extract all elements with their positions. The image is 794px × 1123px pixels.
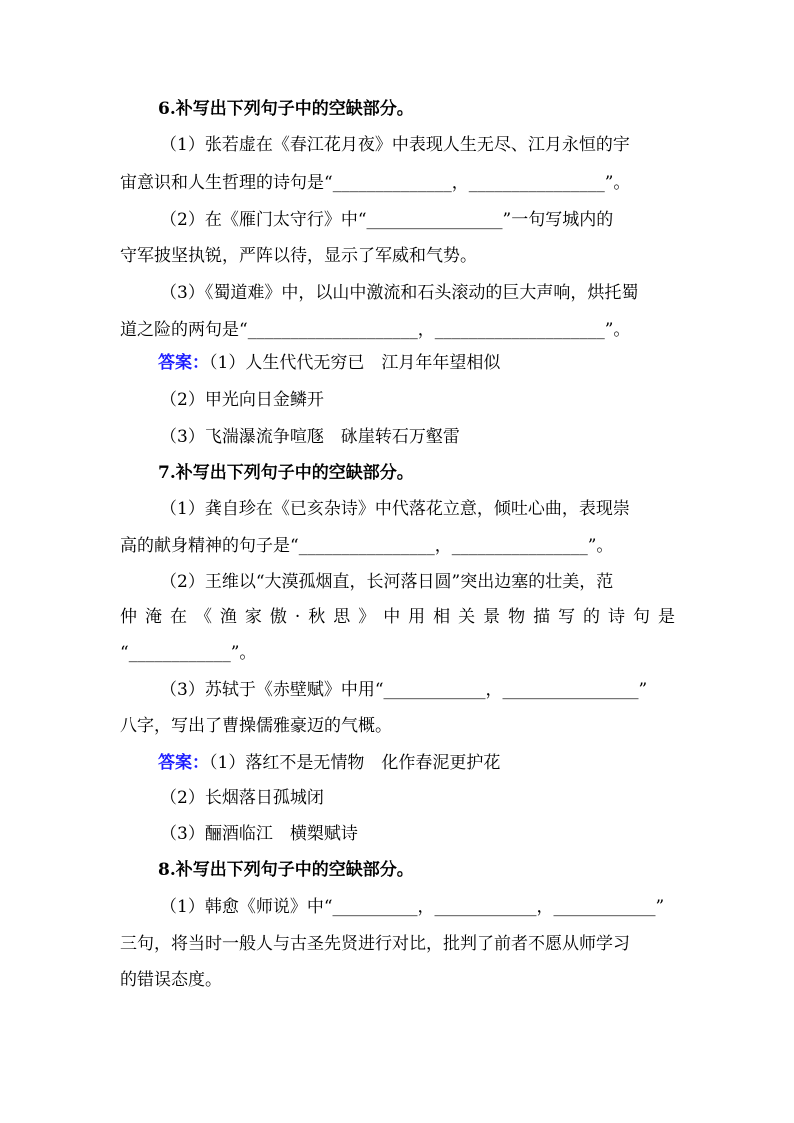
q6-answer-3: （3）飞湍瀑流争喧豗 砯崖转石万壑雷 (160, 427, 460, 447)
q6-part2-line1: （2）在《雁门太守行》中“________________”一句写城内的 (160, 210, 614, 230)
q8-part1-line3: 的错误态度。 (120, 970, 222, 990)
q8-part1-line1: （1）韩愈《师说》中“__________，____________，____________” (160, 897, 665, 917)
q8-title: 8.补写出下列句子中的空缺部分。 (158, 860, 414, 880)
q6-part3-line2: 道之险的两句是“____________________，____________________”。 (120, 320, 631, 340)
q6-part3-line1: （3）《蜀道难》中，以山中激流和石头滚动的巨大声响，烘托蜀 (160, 283, 639, 303)
q7-part2-line2: 仲淹在《渔家傲·秋思》中用相关景物描写的诗句是 (120, 607, 675, 627)
q6-part1-line2: 宙意识和人生哲理的诗句是“______________，________________”。 (120, 173, 631, 193)
q7-part2-line3: “____________”。 (120, 643, 257, 663)
q7-answer (158, 752, 500, 774)
q6-answer-2: （2）甲光向日金鳞开 (160, 390, 324, 410)
q7-answer-2: （2）长烟落日孤城闭 (160, 788, 324, 808)
q7-part1-line2: 高的献身精神的句子是“________________，________________”。 (120, 536, 614, 556)
q7-answer-3: （3）酾酒临江 横槊赋诗 (160, 824, 358, 844)
q7-part3-line2: 八字，写出了曹操儒雅豪迈的气概。 (120, 716, 392, 736)
q8-part1-line2: 三句，将当时一般人与古圣先贤进行对比，批判了前者不愿从师学习 (120, 934, 630, 954)
q6-part2-line2: 守军披坚执锐，严阵以待，显示了军威和气势。 (120, 246, 477, 266)
q6-answer-1: （1）人生代代无穷已 江月年年望相似 (209, 353, 501, 373)
q7-title: 7.补写出下列句子中的空缺部分。 (158, 463, 414, 483)
answer-label: 答案： (158, 353, 209, 373)
q6-part1-line1: （1）张若虚在《春江花月夜》中表现人生无尽、江月永恒的宇 (160, 135, 630, 155)
q6-title: 6.补写出下列句子中的空缺部分。 (158, 99, 414, 119)
answer-label: 答案： (158, 753, 209, 773)
q7-part2-line1: （2）王维以“大漠孤烟直，长河落日圆”突出边塞的壮美，范 (160, 572, 614, 592)
q7-answer-1: （1）落红不是无情物 化作春泥更护花 (209, 753, 501, 773)
q7-part1-line1: （1）龚自珍在《已亥杂诗》中代落花立意，倾吐心曲，表现崇 (160, 499, 630, 519)
q7-part3-line1: （3）苏轼于《赤壁赋》中用“____________，________________” (160, 680, 648, 700)
q6-answer (158, 352, 500, 374)
